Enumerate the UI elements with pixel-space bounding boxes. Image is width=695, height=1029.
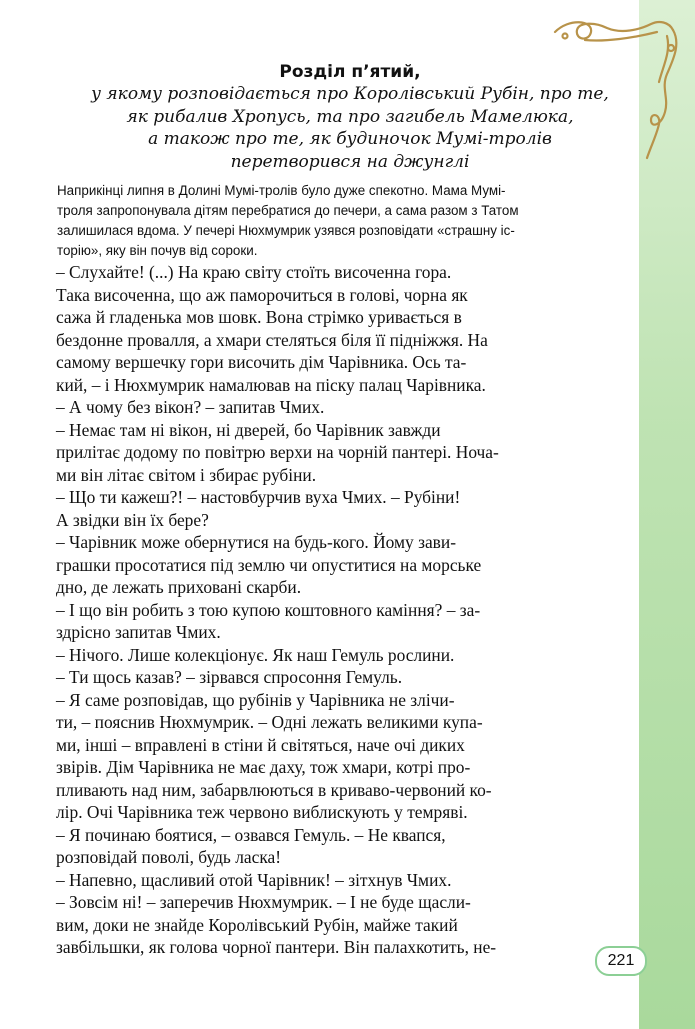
text-line: ми, інші – вправлені в стіни й світяться, наче очі диких	[56, 734, 465, 755]
intro-line: залишилася вдома. У печері Нюхмумрик узявся розповідати «страшну іс-	[57, 223, 515, 238]
chapter-intro	[57, 181, 657, 261]
chapter-subtitle-line: перетворився на джунглі	[230, 151, 470, 172]
text-line: пливають над ним, забарвлюються в криваво-червоний ко-	[56, 779, 492, 800]
text-line: – Я починаю боятися, – озвався Гемуль. – Не квапся,	[56, 824, 446, 845]
text-line: ми він літає світом і збирає рубіни.	[56, 464, 317, 485]
chapter-subtitle-line: як рибалив Хропусь, та про загибель Мамелюка,	[126, 106, 574, 127]
text-line: самому вершечку гори височить дім Чарівника. Ось та-	[56, 352, 467, 372]
text-line: кий, – і Нюхмумрик намалював на піску палац Чарівника.	[56, 374, 486, 395]
chapter-title: Розділ п’ятий,	[279, 62, 421, 82]
text-line: розповідай поволі, будь ласка!	[56, 847, 282, 867]
text-line: – Що ти кажеш?! – настовбурчив вуха Чмих. – Рубіни!	[56, 487, 461, 507]
text-line: сажа й гладенька мов шовк. Вона стрімко уривається в	[56, 307, 462, 327]
text-line: грашки просотатися під землю чи опуститися на морське	[56, 554, 482, 575]
text-line: – Напевно, щасливий отой Чарівник! – зітхнув Чмих.	[56, 869, 452, 890]
text-line: – Зовсім ні! – заперечив Нюхмумрик. – І не буде щасли-	[56, 892, 471, 912]
text-line: ти, – пояснив Нюхмумрик. – Одні лежать великими купа-	[56, 712, 483, 732]
text-line: дно, де лежать приховані скарби.	[56, 577, 302, 597]
text-line: Така височенна, що аж паморочиться в голові, чорна як	[56, 284, 468, 305]
text-line: – І що він робить з тою купою коштовного каміння? – за-	[56, 599, 481, 620]
text-line: – Нічого. Лише колекціонує. Як наш Гемуль рослини.	[56, 644, 455, 665]
text-line: – Я саме розповідав, що рубінів у Чарівника не злічи-	[56, 689, 455, 710]
text-line: здрісно запитав Чмих.	[56, 622, 221, 642]
chapter-subtitle-line: у якому розповідається про Королівський Рубін, про те,	[91, 84, 609, 104]
text-line: А звідки він їх бере?	[56, 509, 209, 530]
text-line: бездонне провалля, а хмари стеляться біля її підніжжя. На	[56, 329, 488, 350]
story-text	[56, 261, 636, 959]
text-line: звірів. Дім Чарівника не має даху, тож хмари, котрі про-	[56, 757, 471, 777]
text-line: прилітає додому по повітрю верхи на чорній пантері. Ноча-	[56, 442, 499, 462]
chapter-subtitle-line: а також про те, як будиночок Мумі-тролів	[148, 129, 552, 149]
text-line: – Ти щось казав? – зірвався спросоння Гемуль.	[56, 667, 403, 687]
intro-line: троля запропонувала дітям перебратися до печери, а сама разом з Татом	[57, 203, 519, 218]
text-line: завбільшки, як голова чорної пантери. Він палахкотить, не-	[56, 937, 497, 957]
text-line: – Немає там ні вікон, ні дверей, бо Чарівник завжди	[56, 419, 441, 440]
chapter-header	[50, 62, 650, 173]
text-line: – А чому без вікон? – запитав Чмих.	[56, 397, 325, 417]
intro-line: Наприкінці липня в Долині Мумі-тролів було дуже спекотно. Мама Мумі-	[57, 183, 506, 198]
intro-line: торію», яку він почув від сороки.	[57, 243, 258, 258]
page-number: 221	[595, 946, 647, 976]
text-line: лір. Очі Чарівника теж червоно виблискують у темряві.	[56, 802, 468, 822]
text-line: вим, доки не знайде Королівський Рубін, майже такий	[56, 914, 458, 935]
text-line: – Чарівник може обернутися на будь-кого. Йому зави-	[56, 532, 456, 552]
text-line: – Слухайте! (...) На краю світу стоїть височенна гора.	[56, 262, 452, 282]
